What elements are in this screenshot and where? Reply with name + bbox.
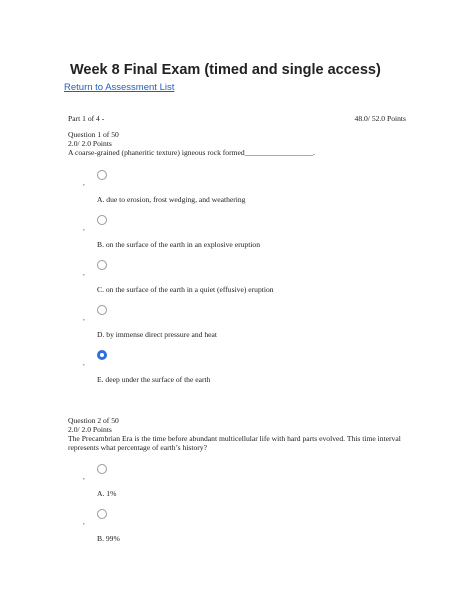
question-number: Question 1 of 50	[68, 130, 119, 139]
option-text-q1-a: A. due to erosion, frost wedging, and weathering	[97, 195, 246, 204]
option-bullet: ,	[83, 224, 85, 232]
question-points: 2.0/ 2.0 Points	[68, 139, 112, 148]
option-bullet: ,	[83, 314, 85, 322]
question-1	[68, 130, 408, 157]
question-text: The Precambrian Era is the time before abundant multicellular life with hard parts evolved. This time interval represents what percentage of earth’s history?	[68, 434, 401, 452]
return-to-assessment-list-link[interactable]: Return to Assessment List	[64, 82, 175, 93]
part-label: Part 1 of 4 -	[68, 114, 105, 123]
radio-q1-option-c[interactable]	[97, 260, 107, 270]
radio-q1-option-e[interactable]	[97, 350, 107, 360]
radio-q1-option-d[interactable]	[97, 305, 107, 315]
radio-q2-option-b[interactable]	[97, 509, 107, 519]
question-number: Question 2 of 50	[68, 416, 119, 425]
question-text: A coarse-grained (phaneritic texture) igneous rock formed__________________.	[68, 148, 315, 157]
option-bullet: ,	[83, 359, 85, 367]
question-points: 2.0/ 2.0 Points	[68, 425, 112, 434]
radio-q1-option-b[interactable]	[97, 215, 107, 225]
radio-q2-option-a[interactable]	[97, 464, 107, 474]
option-bullet: ,	[83, 473, 85, 481]
part-points: 48.0/ 52.0 Points	[354, 114, 406, 123]
option-text-q2-b: B. 99%	[97, 534, 120, 543]
option-bullet: ,	[83, 179, 85, 187]
option-text-q1-c: C. on the surface of the earth in a quiet (effusive) eruption	[97, 285, 274, 294]
question-2	[68, 416, 408, 452]
option-bullet: ,	[83, 518, 85, 526]
option-bullet: ,	[83, 269, 85, 277]
option-text-q1-b: B. on the surface of the earth in an explosive eruption	[97, 240, 261, 249]
option-text-q2-a: A. 1%	[97, 489, 117, 498]
page-title: Week 8 Final Exam (timed and single access)	[70, 62, 381, 78]
option-text-q1-e: E. deep under the surface of the earth	[97, 375, 211, 384]
radio-q1-option-a[interactable]	[97, 170, 107, 180]
option-text-q1-d: D. by immense direct pressure and heat	[97, 330, 217, 339]
